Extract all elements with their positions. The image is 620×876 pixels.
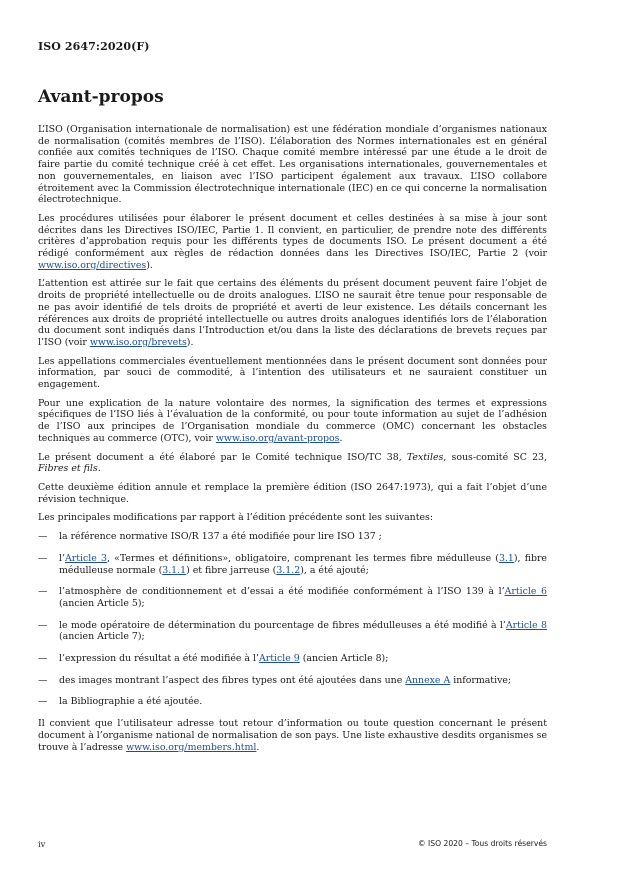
- clause-3-1-link[interactable]: 3.1: [498, 552, 514, 564]
- document-identifier: ISO 2647:2020(F): [38, 40, 150, 53]
- members-link[interactable]: www.iso.org/members.html: [126, 741, 257, 753]
- article-9-link[interactable]: Article 9: [258, 653, 300, 665]
- paragraph-patents: L’attention est attirée sur le fait que certains des éléments du présent document peuvent faire l’objet de droits de propriété intellectuelle ou de droits analogues. L’ISO ne saurait être tenue pour responsable de ne pas avoir identifié de tels droits de propriété et averti de leur existence. Les détails concernant les références aux droits de propriété intellectuelle ou autres droits analogues identifiés lors de l’élaboration du document sont indiqués dans l’Introduction et/ou dans la liste des déclarations de brevets reçues par l’ISO (voir www.iso.org/brevets).: [38, 278, 547, 348]
- article-6-link[interactable]: Article 6: [504, 586, 547, 598]
- document-page: [38, 0, 547, 876]
- page-title: Avant-propos: [38, 87, 164, 107]
- paragraph-trade-names: Les appellations commerciales éventuellement mentionnées dans le présent document sont données pour information, par souci de commodité, à l’intention des utilisateurs et ne sauraient constituer un engagement.: [38, 355, 547, 391]
- page-number: iv: [38, 839, 46, 849]
- paragraph-voluntary-nature: Pour une explication de la nature volontaire des normes, la signification des termes et expressions spécifiques de l’ISO liés à l’évaluation de la conformité, ou pour toute information au sujet de l’adhésion de l’ISO aux principes de l’Organisation mondiale du commerce (OMC) concernant les obstacles techniques au commerce (OTC), voir www.iso.org/avant-propos.: [38, 397, 547, 444]
- list-item: — des images montrant l’aspect des fibres types ont été ajoutées dans une Annexe A informative;: [38, 674, 512, 686]
- paragraph-feedback: Il convient que l’utilisateur adresse tout retour d’information ou toute question concernant le présent document à l’organisme national de normalisation de son pays. Une liste exhaustive desdits organismes se trouve à l’adresse www.iso.org/members.html.: [38, 718, 547, 753]
- paragraph-committee: Le présent document a été élaboré par le Comité technique ISO/TC 38, Textiles, sous-comité SC 23, Fibres et fils.: [38, 451, 548, 475]
- annex-a-link[interactable]: Annexe A: [405, 674, 451, 686]
- paragraph-procedures: Les procédures utilisées pour élaborer le présent document et celles destinées à sa mise à jour sont décrites dans les Directives ISO/IEC, Partie 1. Il convient, en particulier, de prendre note des différents critères d’approbation requis pour les différents types de documents ISO. Le présent document a été rédigé conformément aux règles de rédaction données dans les Directives ISO/IEC, Partie 2 (voir www.iso.org/directives).: [38, 212, 547, 271]
- clause-3-1-2-link[interactable]: 3.1.2: [276, 564, 301, 576]
- changes-list: [38, 531, 547, 708]
- foreword-info-link[interactable]: www.iso.org/avant-propos: [215, 432, 340, 444]
- patents-link[interactable]: www.iso.org/brevets: [89, 336, 187, 348]
- list-item: — l’Article 3, «Termes et définitions», obligatoire, comprenant les termes fibre médulleuse (3.1), fibre médulleuse normale (3.1.1) et fibre jarreuse (3.1.2), a été ajouté;: [38, 552, 547, 576]
- paragraph-edition: Cette deuxième édition annule et remplace la première édition (ISO 2647:1973), qui a fait l’objet d’une révision technique.: [38, 481, 547, 505]
- copyright-notice: © ISO 2020 – Tous droits réservés: [418, 839, 547, 848]
- paragraph-changes-intro: Les principales modifications par rapport à l’édition précédente sont les suivantes:: [38, 512, 433, 524]
- clause-3-1-1-link[interactable]: 3.1.1: [162, 564, 187, 576]
- list-item: — le mode opératoire de détermination du pourcentage de fibres médulleuses a été modifié à l’Article 8 (ancien Article 7);: [38, 619, 547, 643]
- paragraph-iso-intro: L’ISO (Organisation internationale de normalisation) est une fédération mondiale d’organismes nationaux de normalisation (comités membres de l’ISO). L’élaboration des Normes internationales est en général confiée aux comités techniques de l’ISO. Chaque comité membre intéressé par une étude a le droit de faire partie du comité technique créé à cet effet. Les organisations internationales, gouvernementales et non gouvernementales, en liaison avec l’ISO participent également aux travaux. L’ISO collabore étroitement avec la Commission électrotechnique internationale (IEC) en ce qui concerne la normalisation électrotechnique.: [38, 124, 547, 206]
- foreword-body: [38, 124, 547, 760]
- list-item: — l’expression du résultat a été modifiée à l’Article 9 (ancien Article 8);: [38, 653, 389, 665]
- list-item: — la Bibliographie a été ajoutée.: [38, 696, 203, 708]
- directives-link[interactable]: www.iso.org/directives: [38, 259, 147, 271]
- list-item: — l’atmosphère de conditionnement et d’essai a été modifiée conformément à l’ISO 139 à l’Article 6 (ancien Article 5);: [38, 586, 547, 609]
- article-8-link[interactable]: Article 8: [505, 619, 547, 631]
- list-item: — la référence normative ISO/R 137 a été modifiée pour lire ISO 137 ;: [38, 531, 382, 543]
- article-3-link[interactable]: Article 3: [64, 552, 107, 564]
